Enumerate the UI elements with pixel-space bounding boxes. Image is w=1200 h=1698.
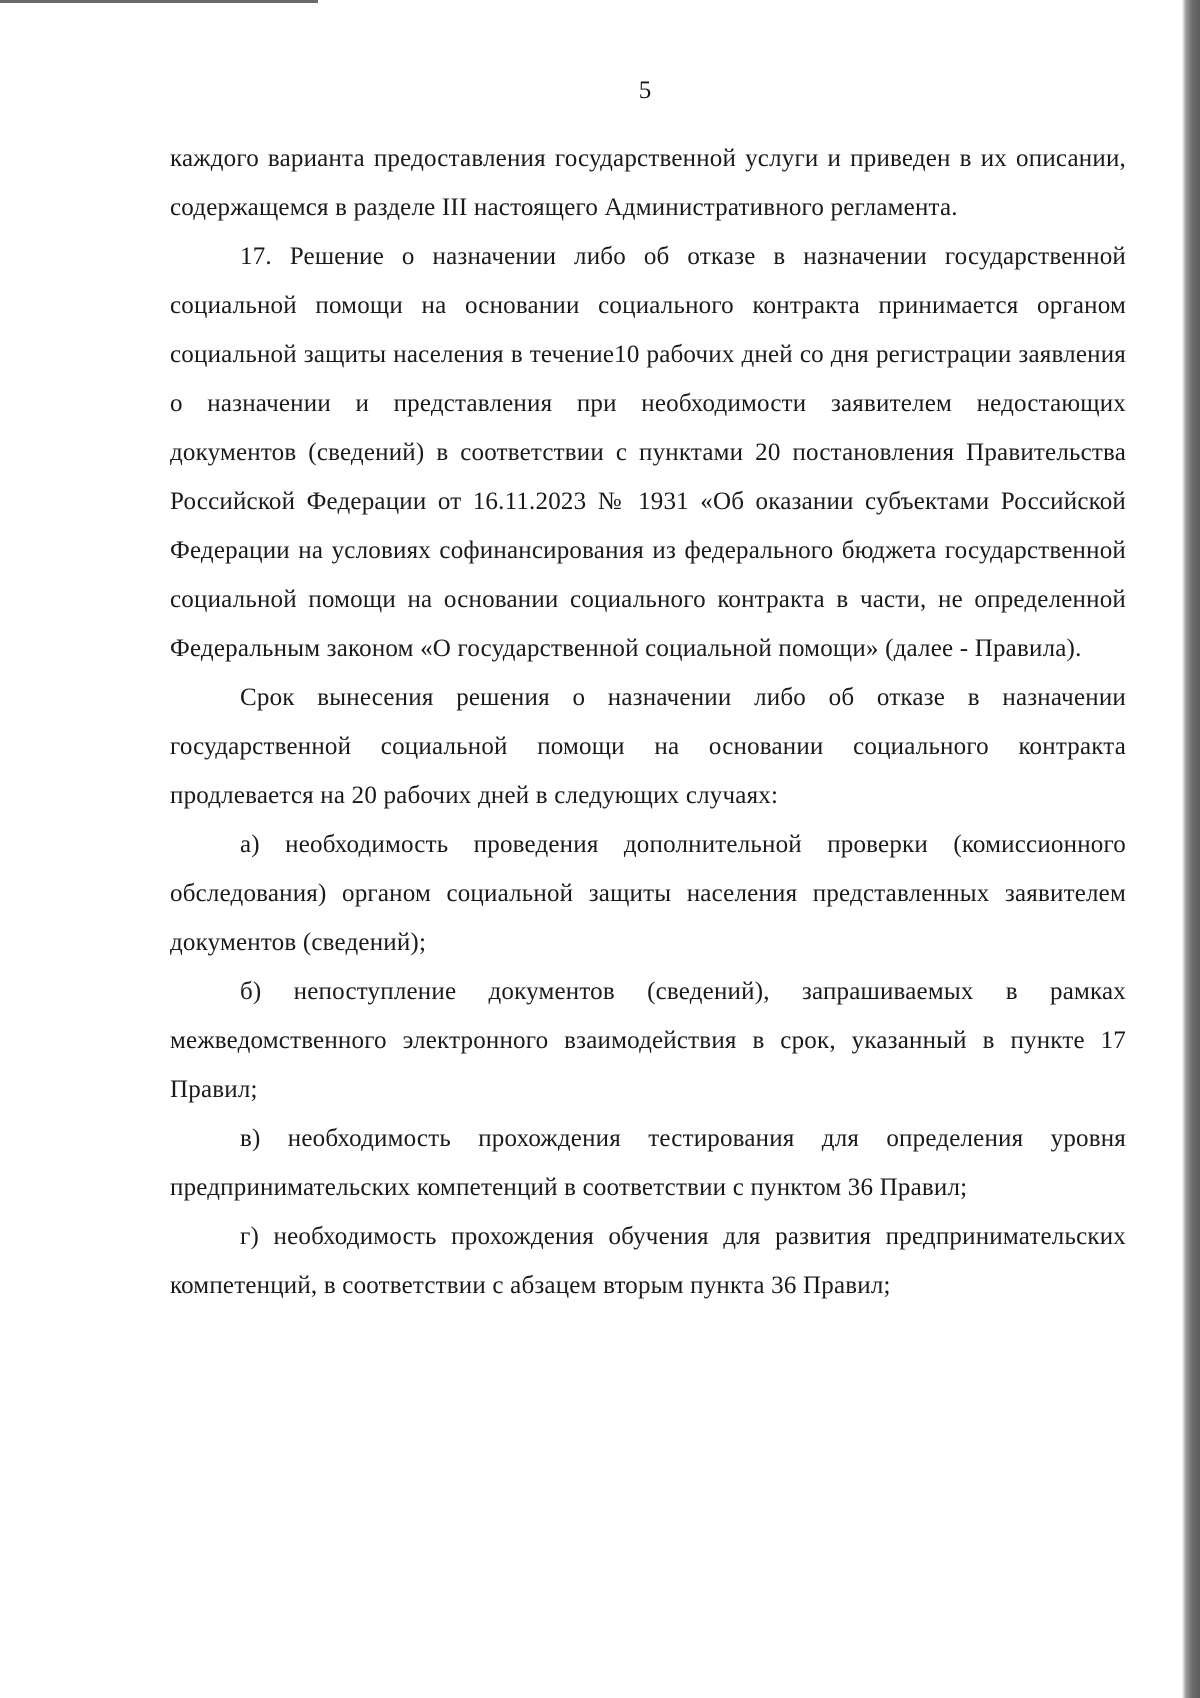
list-item-b: б) непоступление документов (сведений), запрашиваемых в рамках межведомственного электронного взаимодействия в срок, указанный в пункте 17 Правил; xyxy=(170,978,1126,1103)
list-item-a: а) необходимость проведения дополнительной проверки (комиссионного обследования) органом социальной защиты населения представленных заявителем документов (сведений); xyxy=(170,831,1126,956)
paragraph-item-17: 17. Решение о назначении либо об отказе в назначении государственной социальной помощи на основании социального контракта принимается органом социальной защиты населения в течение10 рабочих дней со дня регистрации заявления о назначении и представления при необходимости заявителем недостающих документов (сведений) в соответствии с пунктами 20 постановления Правительства Российской Федерации от 16.11.2023 № 1931 «Об оказании субъектами Российской Федерации на условиях софинансирования из федерального бюджета государственной социальной помощи на основании социального контракта в части, не определенной Федеральным законом «О государственной социальной помощи» (далее - Правила). xyxy=(170,243,1126,662)
paragraph-extension-term: Срок вынесения решения о назначении либо об отказе в назначении государственной социальной помощи на основании социального контракта продлевается на 20 рабочих дней в следующих случаях: xyxy=(170,684,1126,809)
list-item-v: в) необходимость прохождения тестирования для определения уровня предпринимательских компетенций в соответствии с пунктом 36 Правил; xyxy=(170,1125,1126,1201)
document-body xyxy=(170,134,1126,1310)
paragraph-continuation: каждого варианта предоставления государственной услуги и приведен в их описании, содержащемся в разделе III настоящего Административного регламента. xyxy=(170,145,1126,221)
list-item-g: г) необходимость прохождения обучения для развития предпринимательских компетенций, в соответствии с абзацем вторым пункта 36 Правил; xyxy=(170,1223,1126,1299)
scan-edge-top xyxy=(0,0,318,3)
scan-edge-right xyxy=(1182,0,1200,1698)
page-number: 5 xyxy=(638,77,652,104)
